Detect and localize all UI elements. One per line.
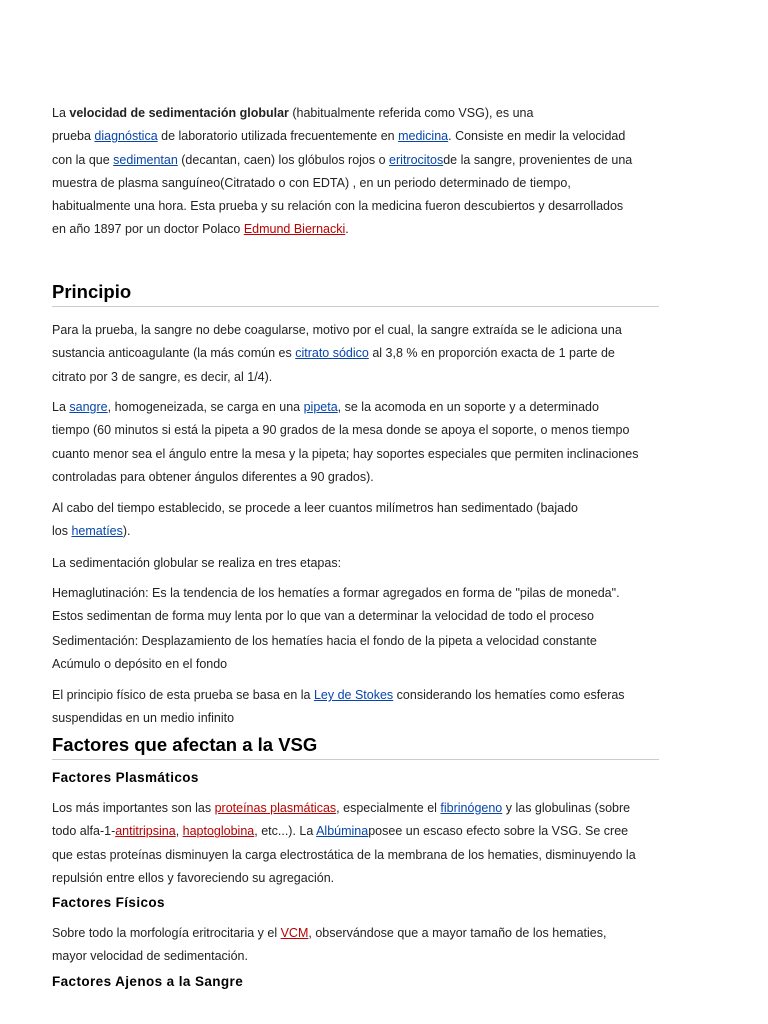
principio-p9 bbox=[52, 684, 659, 731]
link-proteinas-plasmaticas[interactable]: proteínas plasmáticas bbox=[214, 801, 337, 815]
text: El principio físico de esta prueba se basa en la bbox=[52, 688, 314, 702]
text: , especialmente el bbox=[336, 801, 441, 815]
factores-fisicos-paragraph bbox=[52, 922, 659, 969]
text-line: Al cabo del tiempo establecido, se procede a leer cuantos milímetros han sedimentado (bajado bbox=[52, 501, 579, 515]
subheading-factores-fisicos: Factores Físicos bbox=[52, 895, 165, 910]
principio-p4 bbox=[52, 552, 659, 575]
text-line: La sedimentación globular se realiza en tres etapas: bbox=[52, 556, 342, 570]
link-citrato-sodico[interactable]: citrato sódico bbox=[295, 346, 369, 361]
text-line: Para la prueba, la sangre no debe coagularse, motivo por el cual, la sangre extraída se le adiciona una bbox=[52, 323, 622, 337]
text: , homogeneizada, se carga en una bbox=[107, 400, 304, 414]
text-line bbox=[52, 396, 659, 419]
text: de laboratorio utilizada frecuentemente en bbox=[157, 129, 399, 144]
text: , se la acomoda en un soporte y a determinado bbox=[337, 400, 599, 414]
text-line: Hemaglutinación: Es la tendencia de los hematíes a formar agregados en forma de "pilas de moneda". bbox=[52, 586, 620, 600]
text-line: Sedimentación: Desplazamiento de los hematíes hacia el fondo de la pipeta a velocidad constante bbox=[52, 633, 597, 648]
text-line: habitualmente una hora. Esta prueba y su relación con la medicina fueron descubiertos y desarrollados bbox=[52, 199, 624, 214]
principio-p2 bbox=[52, 396, 659, 489]
link-haptoglobina[interactable]: haptoglobina bbox=[182, 824, 255, 839]
subheading-factores-ajenos: Factores Ajenos a la Sangre bbox=[52, 974, 244, 989]
text-line bbox=[52, 342, 659, 365]
text: Sobre todo la morfología eritrocitaria y el bbox=[52, 926, 281, 940]
link-hematies[interactable]: hematíes bbox=[71, 524, 123, 539]
text-line bbox=[52, 520, 659, 543]
link-diagnostica[interactable]: diagnóstica bbox=[94, 129, 158, 144]
link-vcm[interactable]: VCM bbox=[280, 926, 309, 940]
heading-principio: Principio bbox=[52, 281, 659, 307]
text: sustancia anticoagulante (la más común es bbox=[52, 346, 296, 361]
link-edmund-biernacki[interactable]: Edmund Biernacki bbox=[243, 222, 346, 237]
text-line bbox=[52, 820, 659, 843]
text-line bbox=[52, 149, 659, 172]
text-line: repulsión entre ellos y favoreciendo su agregación. bbox=[52, 870, 335, 885]
text: al 3,8 % en proporción exacta de 1 parte de bbox=[368, 346, 615, 361]
text-line: Estos sedimentan de forma muy lenta por lo que van a determinar la velocidad de todo el proceso bbox=[52, 609, 594, 624]
text: . Consiste en medir la velocidad bbox=[448, 129, 626, 144]
link-sangre[interactable]: sangre bbox=[69, 400, 108, 414]
text: . bbox=[345, 222, 349, 237]
text-line: cuanto menor sea el ángulo entre la mesa y la pipeta; hay soportes especiales que permiten inclinaciones bbox=[52, 446, 639, 461]
term-bold: velocidad de sedimentación globular bbox=[69, 106, 289, 120]
subheading-factores-plasmaticos: Factores Plasmáticos bbox=[52, 770, 199, 785]
intro-paragraph bbox=[52, 102, 659, 242]
factores-plasmaticos-paragraph bbox=[52, 797, 659, 890]
text: (decantan, caen) los glóbulos rojos o bbox=[177, 152, 390, 167]
text-line: Acúmulo o depósito en el fondo bbox=[52, 656, 228, 671]
text: todo alfa-1- bbox=[52, 824, 116, 839]
text-line: muestra de plasma sanguíneo(Citratado o con EDTA) , en un periodo determinado de tiempo, bbox=[52, 175, 571, 190]
text: en año 1897 por un doctor Polaco bbox=[52, 222, 244, 237]
text: La bbox=[52, 400, 70, 414]
text-line: suspendidas en un medio infinito bbox=[52, 711, 235, 726]
text: considerando los hematíes como esferas bbox=[393, 688, 625, 702]
text: ). bbox=[122, 524, 131, 539]
text: posee un escaso efecto sobre la VSG. Se cree bbox=[368, 824, 629, 839]
text: La bbox=[52, 106, 70, 120]
text-line: mayor velocidad de sedimentación. bbox=[52, 949, 248, 964]
link-albumina[interactable]: Albúmina bbox=[316, 824, 369, 839]
text-line bbox=[52, 102, 659, 125]
text: , bbox=[175, 824, 183, 839]
text: Los más importantes son las bbox=[52, 801, 215, 815]
text-line: citrato por 3 de sangre, es decir, al 1/4). bbox=[52, 369, 273, 384]
text-line: que estas proteínas disminuyen la carga electrostática de la membrana de los hematies, disminuyendo la bbox=[52, 847, 636, 862]
principio-etapas bbox=[52, 582, 659, 676]
text: , etc...). La bbox=[254, 824, 317, 839]
text-line bbox=[52, 125, 659, 148]
text-line: tiempo (60 minutos si está la pipeta a 90 grados de la mesa donde se apoya el soporte, o menos tiempo bbox=[52, 423, 630, 438]
text-line bbox=[52, 218, 659, 241]
link-medicina[interactable]: medicina bbox=[398, 129, 449, 144]
link-eritrocitos[interactable]: eritrocitos bbox=[389, 152, 444, 167]
text: (habitualmente referida como VSG), es una bbox=[288, 106, 534, 120]
text: , observándose que a mayor tamaño de los hematies, bbox=[308, 926, 607, 940]
heading-factores: Factores que afectan a la VSG bbox=[52, 734, 659, 760]
link-pipeta[interactable]: pipeta bbox=[303, 400, 338, 414]
text: de la sangre, provenientes de una bbox=[443, 152, 633, 167]
text: los bbox=[52, 524, 72, 539]
text: con la que bbox=[52, 152, 114, 167]
text-line bbox=[52, 797, 659, 820]
principio-p3 bbox=[52, 497, 659, 544]
link-ley-de-stokes[interactable]: Ley de Stokes bbox=[313, 688, 394, 702]
link-antitripsina[interactable]: antitripsina bbox=[115, 824, 176, 839]
link-fibrinogeno[interactable]: fibrinógeno bbox=[440, 801, 503, 815]
link-sedimentan[interactable]: sedimentan bbox=[113, 152, 178, 167]
text-line bbox=[52, 684, 659, 707]
principio-p1 bbox=[52, 319, 659, 389]
text: prueba bbox=[52, 129, 95, 144]
text: y las globulinas (sobre bbox=[502, 801, 631, 815]
text-line bbox=[52, 922, 659, 945]
text-line: controladas para obtener ángulos diferentes a 90 grados). bbox=[52, 469, 374, 484]
